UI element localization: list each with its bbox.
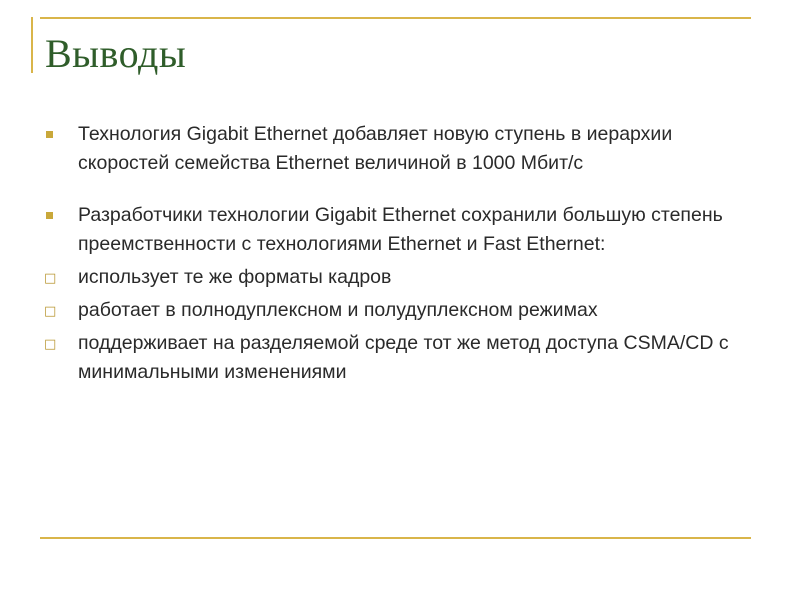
square-bullet-icon [46,212,53,219]
placeholder-glyph-icon: □ [44,271,57,286]
bottom-divider [40,537,751,539]
bullet-text: Разработчики технологии Gigabit Ethernet сохранили большую степень преемственности с технологиями Ethernet и Fast Ethernet: [78,204,723,255]
slide-title: Выводы [45,31,187,76]
sub-bullet-item [44,296,744,325]
square-bullet-icon [46,131,53,138]
bullet-text: Технология Gigabit Ethernet добавляет новую ступень в иерархии скоростей семейства Ethernet величиной в 1000 Мбит/с [78,123,673,174]
placeholder-glyph-icon: □ [44,337,57,352]
sub-bullet-item [44,263,744,292]
bullet-item [44,120,744,178]
sub-bullet-text: работает в полнодуплексном и полудуплексном режимах [78,299,598,321]
top-divider [40,17,751,19]
sub-bullet-item [44,329,744,387]
sub-bullet-text: использует те же форматы кадров [78,266,392,288]
placeholder-glyph-icon: □ [44,304,57,319]
left-accent-line [31,17,33,73]
sub-bullet-text: поддерживает на разделяемой среде тот же метод доступа CSMA/CD с минимальными изменениями [78,332,729,383]
bullet-item [44,201,744,259]
bullet-list [44,120,744,387]
